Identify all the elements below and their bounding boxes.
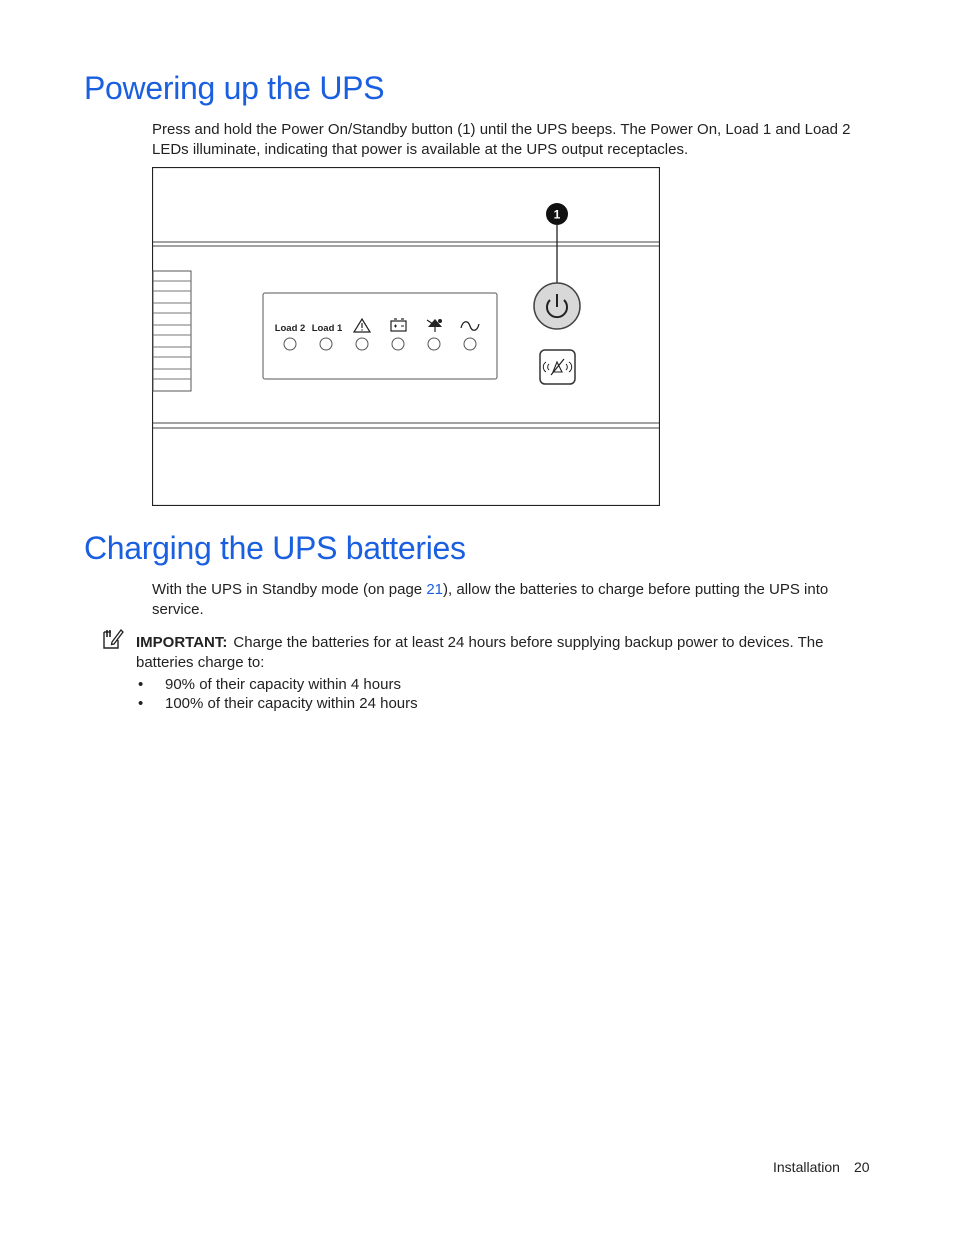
important-note-icon: [102, 628, 124, 650]
important-text: Charge the batteries for at least 24 hours before supplying backup power to devices. The batteries charge to:: [136, 634, 824, 671]
footer-section-name: Installation: [773, 1159, 840, 1175]
charging-paragraph: [152, 580, 872, 619]
ups-front-panel-figure: [152, 167, 660, 506]
powering-up-paragraph: Press and hold the Power On/Standby button (1) until the UPS beeps. The Power On, Load 1 and Load 2 LEDs illuminate, indicating that power is available at the UPS output receptacles.: [152, 121, 851, 158]
charging-text-before-link: With the UPS in Standby mode (on page: [152, 581, 427, 598]
list-item: • 100% of their capacity within 24 hours: [136, 695, 418, 714]
load2-label: Load 2: [274, 323, 306, 334]
important-note: [136, 633, 866, 672]
charging-text-after-link: ), allow the batteries to charge before putting the UPS into service.: [152, 581, 829, 618]
callout-number: 1: [553, 207, 561, 222]
page-reference-link[interactable]: 21: [426, 581, 444, 598]
section-title-charging: Charging the UPS batteries: [84, 530, 466, 566]
power-button: [534, 283, 580, 329]
important-label: IMPORTANT:: [136, 634, 228, 651]
alarm-mute-button: [540, 350, 575, 384]
bezel-tab: [153, 271, 191, 391]
section-title-powering-up: Powering up the UPS: [84, 70, 385, 106]
charge-capacity-list: [136, 676, 418, 713]
load1-label: Load 1: [311, 323, 343, 334]
list-item: • 90% of their capacity within 4 hours: [136, 676, 418, 695]
led-panel: [263, 293, 497, 379]
page-footer: [773, 1159, 870, 1175]
page-number: 20: [853, 1159, 870, 1175]
